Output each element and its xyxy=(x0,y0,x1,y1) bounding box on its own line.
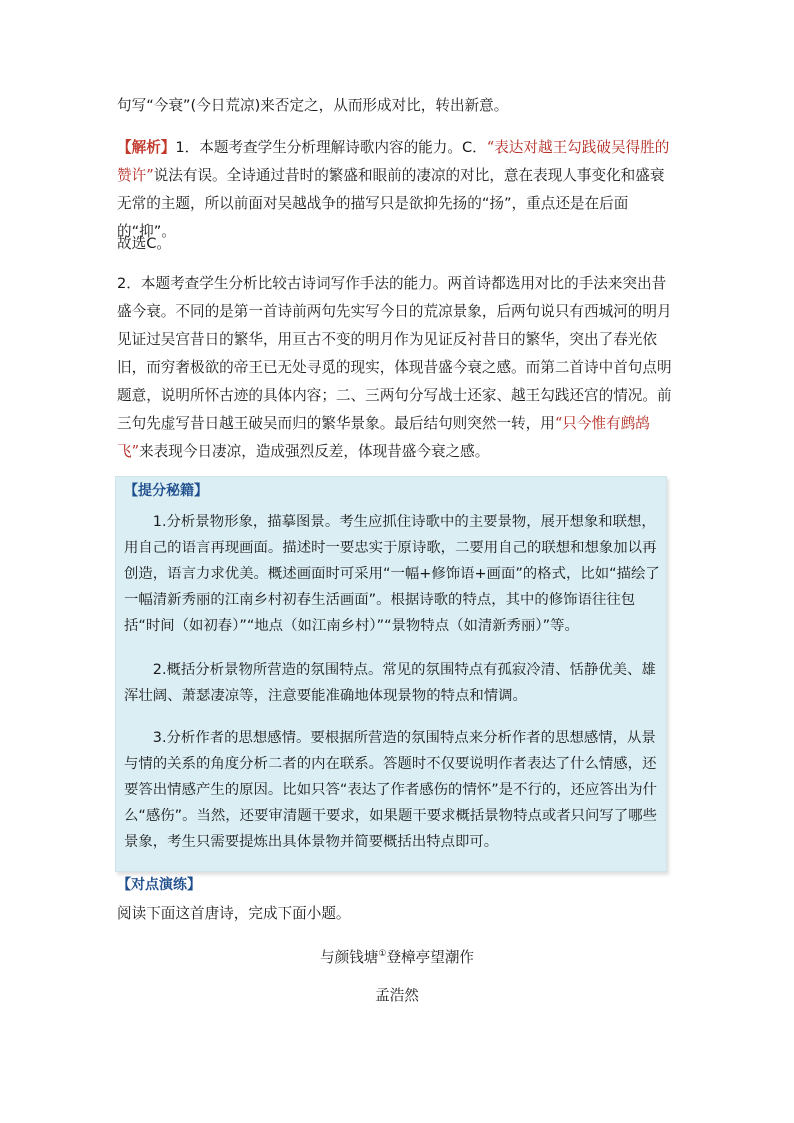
poem-title-pre: 与颜钱塘 xyxy=(319,948,379,966)
analysis-q1-quote: “表达对越王勾践破吴得胜的赞许” xyxy=(117,139,670,184)
poem-title-post: 登樟亭望潮作 xyxy=(386,948,475,966)
practice-instruction: 阅读下面这首唐诗，完成下面小题。 xyxy=(117,905,351,922)
analysis-q2-rest: 来表现今日凄凉，造成强烈反差，体现昔盛今衰之感。 xyxy=(139,443,490,460)
analysis-q1-pre: 1．本题考查学生分析理解诗歌内容的能力。C． xyxy=(175,139,487,156)
poem-author: 孟浩然 xyxy=(375,987,419,1004)
analysis-q2-pre: 2．本题考查学生分析比较古诗词写作手法的能力。两首诗都选用对比的手法来突出昔盛今衰。不同的是第一首诗前两句先实写今日的荒凉景象，后两句说只有西城河的明月见证过吴宫昔日的繁华，用亘古不变的明月作为见证反衬昔日的繁华，突出了春光依旧，而穷奢极欲的帝王已无处寻觅的现实，体现昔盛今衰之感。而第二首诗中首句点明题意，说明所怀古迹的具体内容；二、三两句分写战士还家、越王勾践还宫的情况。前三句先虚写昔日越王破吴而归的繁华景象。最后结句则突然一转，用 xyxy=(117,275,672,432)
tips-item-1: 1.分析景物形象，描摹图景。考生应抓住诗歌中的主要景物，展开想象和联想，用自己的语言再现画面。描述时一要忠实于原诗歌，二要用自己的联想和想象加以再创造，语言力求优美。概述画面时可采用“一幅+修饰语+画面”的格式，比如“描绘了一幅清新秀丽的江南乡村初春生活画面”。根据诗歌的特点，其中的修饰语往往包括“时间（如初春）”“地点（如江南乡村）”“景物特点（如清新秀丽）”等。 xyxy=(124,514,660,634)
intro-text: 句写“今衰”(今日荒凉)来否定之，从而形成对比，转出新意。 xyxy=(117,97,509,114)
practice-title: 【对点演练】 xyxy=(117,877,201,893)
tips-box xyxy=(115,476,667,872)
footnote-marker[interactable]: ① xyxy=(378,949,387,959)
analysis-q1-rest: 说法有误。全诗通过昔时的繁盛和眼前的凄凉的对比，意在表现人事变化和盛衰无常的主题，所以前面对吴越战争的描写只是欲抑先扬的“扬”，重点还是在后面的“抑”。 xyxy=(117,167,665,240)
intro-paragraph xyxy=(117,92,679,120)
analysis-tag: 【解析】 xyxy=(117,139,176,156)
analysis-q1-answer: 故选C。 xyxy=(117,235,171,252)
analysis-q2-paragraph xyxy=(117,270,679,466)
tips-item-3: 3.分析作者的思想感情。要根据所营造的氛围特点来分析作者的思想感情，从景与情的关系的角度分析二者的内在联系。答题时不仅要说明作者表达了什么情感，还要答出情感产生的原因。比如只答“表达了作者感伤的情怀”是不行的，还应答出为什么“感伤”。当然，还要审清题干要求，如果题干要求概括景物特点或者只问写了哪些景象，考生只需要提炼出具体景物并简要概括出特点即可。 xyxy=(124,730,657,850)
poem-title xyxy=(0,940,794,972)
analysis-q2-quote: “只今惟有鹧鸪飞” xyxy=(117,415,650,460)
tips-title: 【提分秘籍】 xyxy=(124,483,208,499)
tips-item-2: 2.概括分析景物所营造的氛围特点。常见的氛围特点有孤寂冷清、恬静优美、雄浑壮阔、萧瑟凄凉等，注意要能准确地体现景物的特点和情调。 xyxy=(124,662,656,704)
